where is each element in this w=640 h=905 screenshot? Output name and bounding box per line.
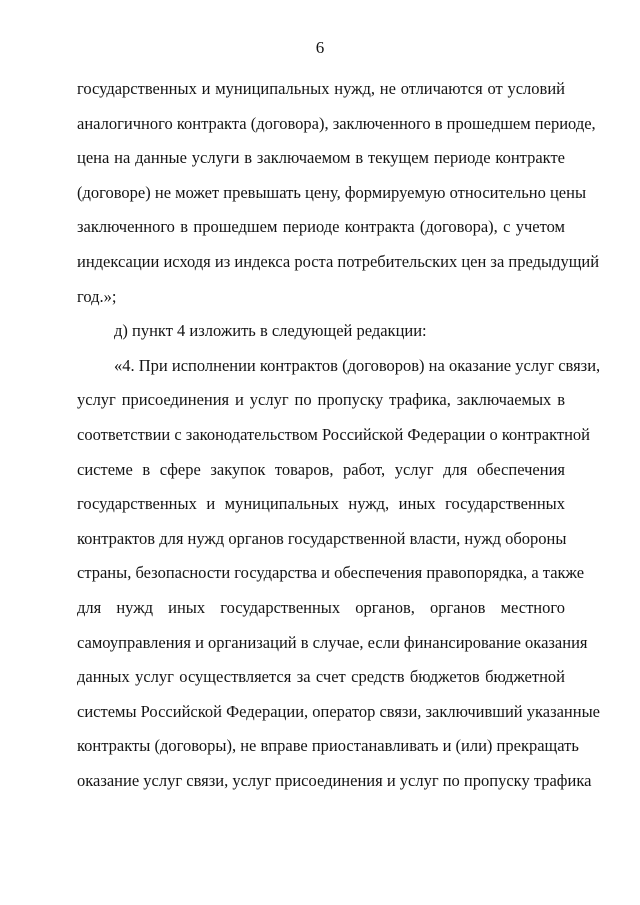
text-line: для нужд иных государственных органов, органов местного bbox=[77, 597, 565, 617]
text-line: государственных и муниципальных нужд, не отличаются от условий bbox=[77, 79, 565, 98]
text-line: услуг присоединения и услуг по пропуску трафика, заключаемых в bbox=[77, 390, 565, 410]
text-line: д) пункт 4 изложить в следующей редакции: bbox=[114, 321, 427, 341]
page-number: 6 bbox=[315, 38, 325, 57]
paragraph bbox=[77, 320, 565, 355]
text-line: цена на данные услуги в заключаемом в текущем периоде контракте bbox=[77, 148, 565, 168]
text-line: аналогичного контракта (договора), заключенного в прошедшем периоде, bbox=[77, 113, 596, 133]
text-line: индексации исходя из индекса роста потребительских цен за предыдущий bbox=[77, 251, 600, 271]
text-line: данных услуг осуществляется за счет средств бюджетов бюджетной bbox=[77, 667, 565, 687]
text-line: «4. При исполнении контрактов (договоров) на оказание услуг связи, bbox=[114, 355, 601, 375]
text-line: соответствии с законодательством Российской Федерации о контрактной bbox=[77, 424, 591, 444]
text-line: год.»; bbox=[77, 286, 117, 306]
text-line: заключенного в прошедшем периоде контракта (договора), с учетом bbox=[77, 217, 565, 237]
text-line: контрактов для нужд органов государственной власти, нужд обороны bbox=[77, 528, 567, 548]
text-line: самоуправления и организаций в случае, если финансирование оказания bbox=[77, 632, 588, 652]
text-line: оказание услуг связи, услуг присоединения и услуг по пропуску трафика bbox=[77, 770, 592, 790]
text-line: системе в сфере закупок товаров, работ, услуг для обеспечения bbox=[77, 459, 565, 479]
paragraph bbox=[77, 355, 601, 805]
text-line: (договоре) не может превышать цену, формируемую относительно цены bbox=[77, 182, 587, 202]
document-body bbox=[77, 78, 601, 804]
text-line: контракты (договоры), не вправе приостанавливать и (или) прекращать bbox=[77, 736, 579, 756]
paragraph bbox=[77, 78, 600, 320]
text-line: государственных и муниципальных нужд, иных государственных bbox=[77, 494, 565, 514]
text-line: системы Российской Федерации, оператор связи, заключивший указанные bbox=[77, 701, 600, 721]
text-line: страны, безопасности государства и обеспечения правопорядка, а также bbox=[77, 563, 585, 583]
